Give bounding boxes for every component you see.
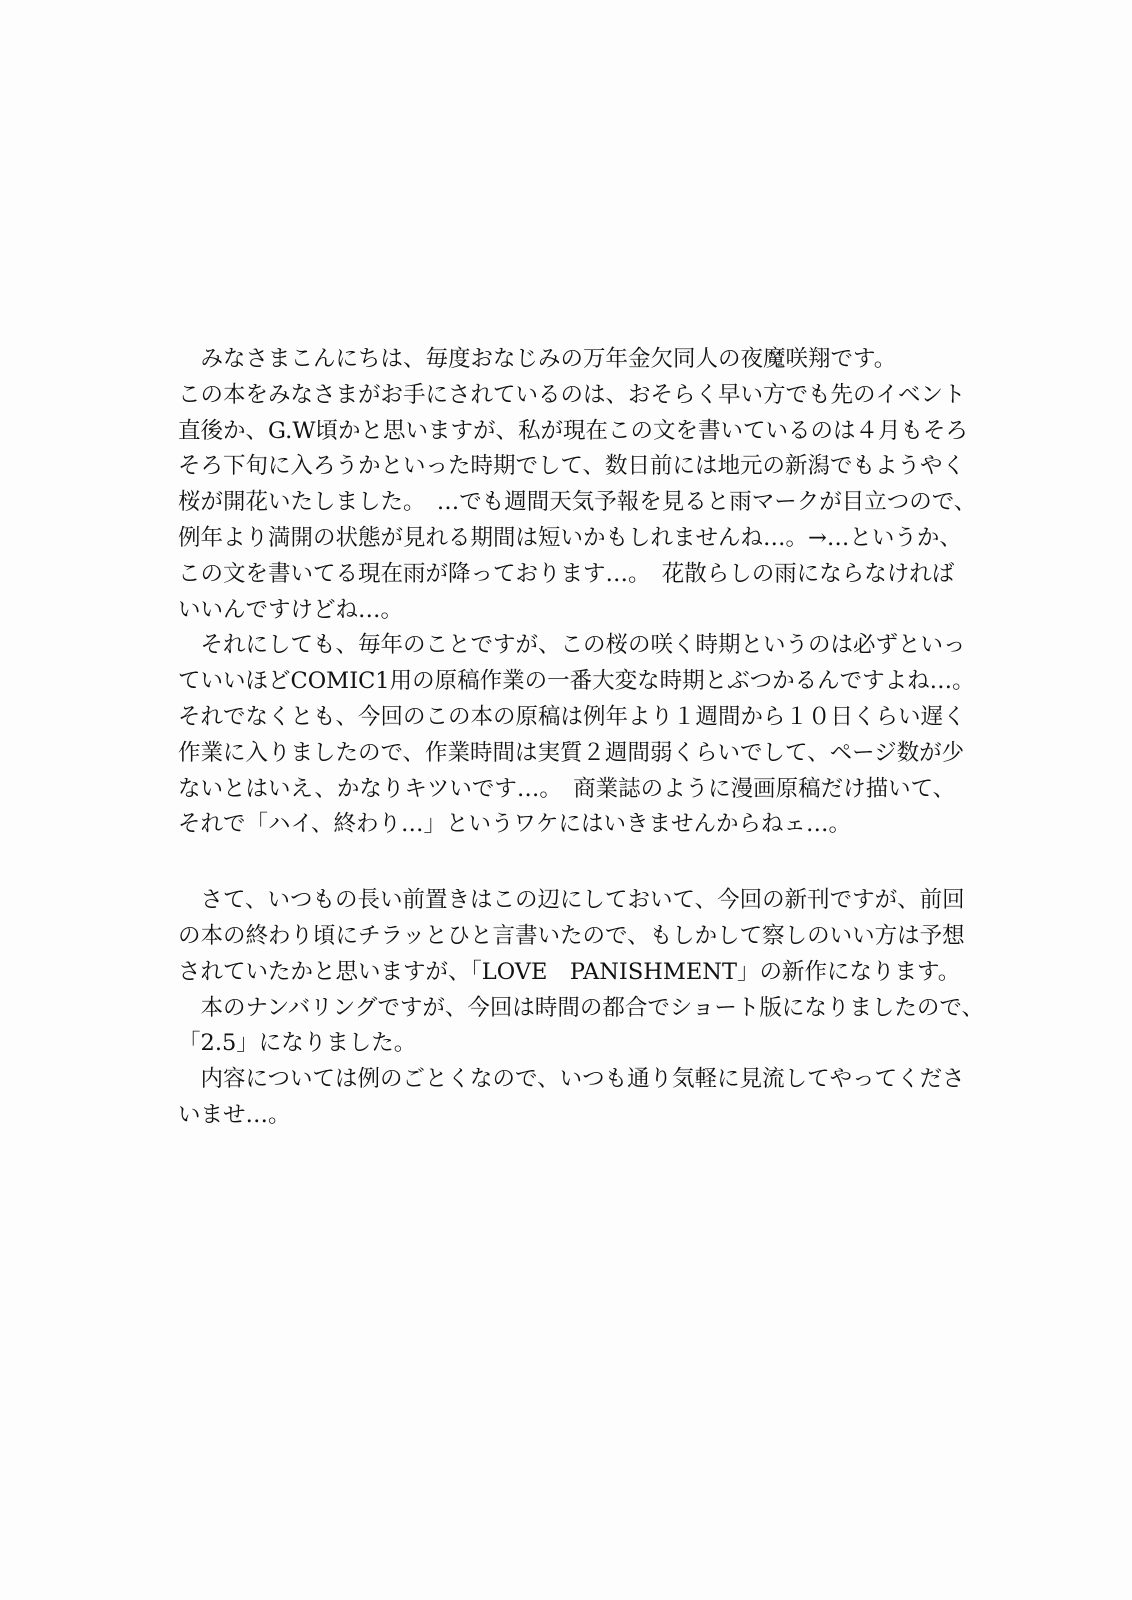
text-line: の本の終わり頃にチラッとひと言書いたので、もしかして察しのいい方は予想 bbox=[178, 922, 965, 949]
paragraph-1 bbox=[178, 342, 988, 843]
text-line: それで「ハイ、終わり…」というワケにはいきませんからねェ…。 bbox=[178, 811, 851, 838]
text-line: 例年より満開の状態が見れる期間は短いかもしれませんね…。→…というか、 bbox=[178, 524, 962, 551]
body-text bbox=[178, 342, 988, 1134]
paragraph-2 bbox=[178, 883, 988, 1134]
text-line: されていたかと思いますが、「LOVE PANISHMENT」の新作になります。 bbox=[178, 958, 961, 985]
text-line: それでなくとも、今回のこの本の原稿は例年より１週間から１０日くらい遅く bbox=[178, 703, 966, 730]
paragraph-gap bbox=[178, 843, 988, 883]
text-line: いいんですけどね…。 bbox=[178, 596, 404, 623]
text-line: この文を書いてる現在雨が降っております…。 花散らしの雨にならなければ bbox=[178, 560, 955, 587]
text-line: 「2.5」になりました。 bbox=[178, 1030, 417, 1057]
text-line: いませ…。 bbox=[178, 1101, 291, 1128]
text-line: そろ下旬に入ろうかといった時期でして、数日前には地元の新潟でもようやく bbox=[178, 453, 966, 480]
text-line: 桜が開花いたしました。 …でも週間天気予報を見ると雨マークが目立つので、 bbox=[178, 489, 977, 516]
text-line: みなさまこんにちは、毎度おなじみの万年金欠同人の夜魔咲翔です。 bbox=[178, 346, 897, 372]
text-line: ていいほどCOMIC1用の原稿作業の一番大変な時期とぶつかるんですよね…。 bbox=[178, 668, 975, 695]
text-line: 本のナンバリングですが、今回は時間の都合でショート版になりましたので、 bbox=[178, 994, 984, 1021]
text-line: それにしても、毎年のことですが、この桜の咲く時期というのは必ずといっ bbox=[178, 632, 966, 659]
text-line: ないとはいえ、かなりキツいです…。 商業誌のように漫画原稿だけ描いて、 bbox=[178, 775, 956, 802]
text-line: 内容については例のごとくなので、いつも通り気軽に見流してやってくださ bbox=[178, 1066, 965, 1093]
text-line: 直後か、G.W頃かと思いますが、私が現在この文を書いているのは４月もそろ bbox=[178, 417, 968, 444]
text-line: さて、いつもの長い前置きはこの辺にしておいて、今回の新刊ですが、前回 bbox=[178, 887, 965, 914]
text-line: この本をみなさまがお手にされているのは、おそらく早い方でも先のイベント bbox=[178, 381, 966, 408]
text-line: 作業に入りましたので、作業時間は実質２週間弱くらいでして、ページ数が少 bbox=[178, 739, 965, 766]
